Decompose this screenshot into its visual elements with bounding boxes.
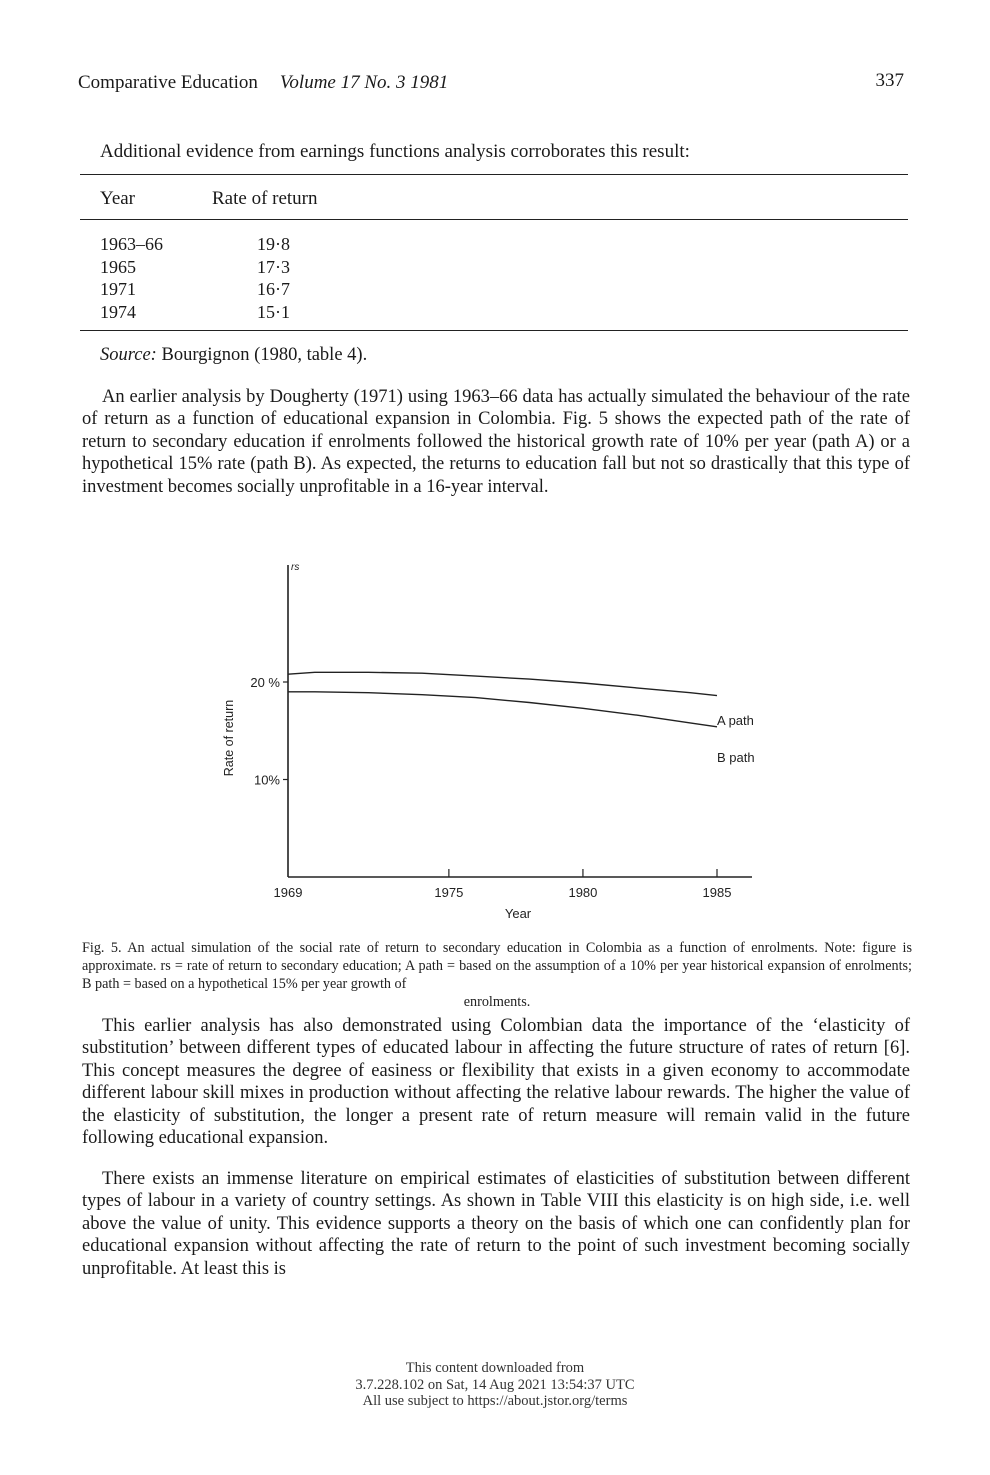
footer-line: All use subject to https://about.jstor.org/terms xyxy=(362,1393,628,1409)
y-tick-label: 10% xyxy=(253,772,280,788)
series-lines xyxy=(288,672,717,727)
journal-volume: Volume 17 No. 3 1981 xyxy=(279,72,449,93)
table-row xyxy=(257,233,290,323)
rate-cell: 15·1 xyxy=(257,301,290,322)
x-tick-label: 1969 xyxy=(273,885,303,900)
footer-line: 3.7.228.102 on Sat, 14 Aug 2021 13:54:37 UTC xyxy=(355,1376,635,1393)
year-cell: 1974 xyxy=(100,301,136,322)
legend-label-a-path: A path xyxy=(717,713,754,728)
table-source xyxy=(100,345,367,366)
footer-line: This content downloaded from xyxy=(405,1360,585,1376)
y-axis-symbol: rs xyxy=(291,562,300,573)
source-label: Source: xyxy=(100,345,157,365)
x-tick-label: 1985 xyxy=(702,885,732,900)
legend-label-b-path: B path xyxy=(717,750,755,765)
table-header-year: Year xyxy=(100,188,136,209)
paragraph xyxy=(82,386,910,498)
rate-cell: 17·3 xyxy=(257,256,290,277)
axis-ticks xyxy=(250,675,731,900)
x-axis-label: Year xyxy=(504,906,532,921)
year-cell: 1963–66 xyxy=(100,234,163,254)
rate-cell: 19·8 xyxy=(257,234,290,254)
series-line-b-path xyxy=(288,692,717,727)
paragraph xyxy=(82,1168,910,1280)
jstor-footer xyxy=(0,1360,990,1410)
journal-title: Comparative Education xyxy=(78,72,258,93)
x-tick-label: 1975 xyxy=(434,885,464,900)
year-cell: 1971 xyxy=(100,279,136,299)
caption-label: Fig. 5. xyxy=(82,940,122,956)
source-text: Bourgignon (1980, table 4). xyxy=(161,345,368,365)
paragraph xyxy=(82,1015,910,1149)
intro-text: Additional evidence from earnings functions analysis corroborates this result: xyxy=(100,141,690,162)
table-header-rate: Rate of return xyxy=(212,188,318,209)
paragraph-text: There exists an immense literature on empirical estimates of elasticities of substitution between different types of labour in a variety of country settings. As shown in Table VIII this elasticity is on high side, i.e. well above the value of unity. This evidence supports a theory on the basis of which one can confidently plan for educational expansion without affecting the rate of return to the point of such investment becoming socially unprofitable. At least this is xyxy=(82,1169,910,1279)
caption-last-line: enrolments. xyxy=(463,994,531,1010)
rate-cell: 16·7 xyxy=(257,279,290,299)
caption-text: An actual simulation of the social rate of return to secondary education in Colombia as a function of enrolments. Note: figure is approximate. rs = rate of return to secondary education; A path = based on the assumption of a 10% per year historical expansion of enrolments; B path = based on a hypothetical 15% per year growth of xyxy=(82,940,912,992)
y-axis-label: Rate of return xyxy=(222,699,236,777)
table-top-rule xyxy=(80,174,908,175)
running-header xyxy=(78,72,448,94)
figure-5-chart xyxy=(0,550,990,935)
table-bottom-rule xyxy=(80,330,908,331)
paragraph-text: An earlier analysis by Dougherty (1971) using 1963–66 data has actually simulated the behaviour of the rate of return as a function of educational expansion in Colombia. Fig. 5 shows the expected path of the rate of return to secondary education if enrolments followed the historical growth rate of 10% per year (path A) or a hypothetical 15% rate (path B). As expected, the returns to education fall but not so drastically that this type of investment becomes socially unprofitable in a 16-year interval. xyxy=(82,387,910,497)
table-header-rule xyxy=(80,219,908,220)
table-row xyxy=(100,233,163,323)
figure-caption xyxy=(82,939,912,1011)
chart-axes xyxy=(288,565,752,877)
paragraph-text: This earlier analysis has also demonstrated using Colombian data the importance of the ‘elasticity of substitution’ between different types of educated labour in affecting the future structure of rates of return [6]. This concept measures the degree of easiness or flexibility that exists in a given economy to accommodate different labour skill mixes in production without affecting the relative labour rewards. The higher the value of the elasticity of substitution, the longer a present rate of return measure will remain valid in the future following educational expansion. xyxy=(82,1016,910,1149)
year-cell: 1965 xyxy=(100,256,136,277)
y-tick-label: 20 % xyxy=(250,675,280,690)
page-number: 337 xyxy=(875,70,904,91)
x-tick-label: 1980 xyxy=(568,885,598,900)
